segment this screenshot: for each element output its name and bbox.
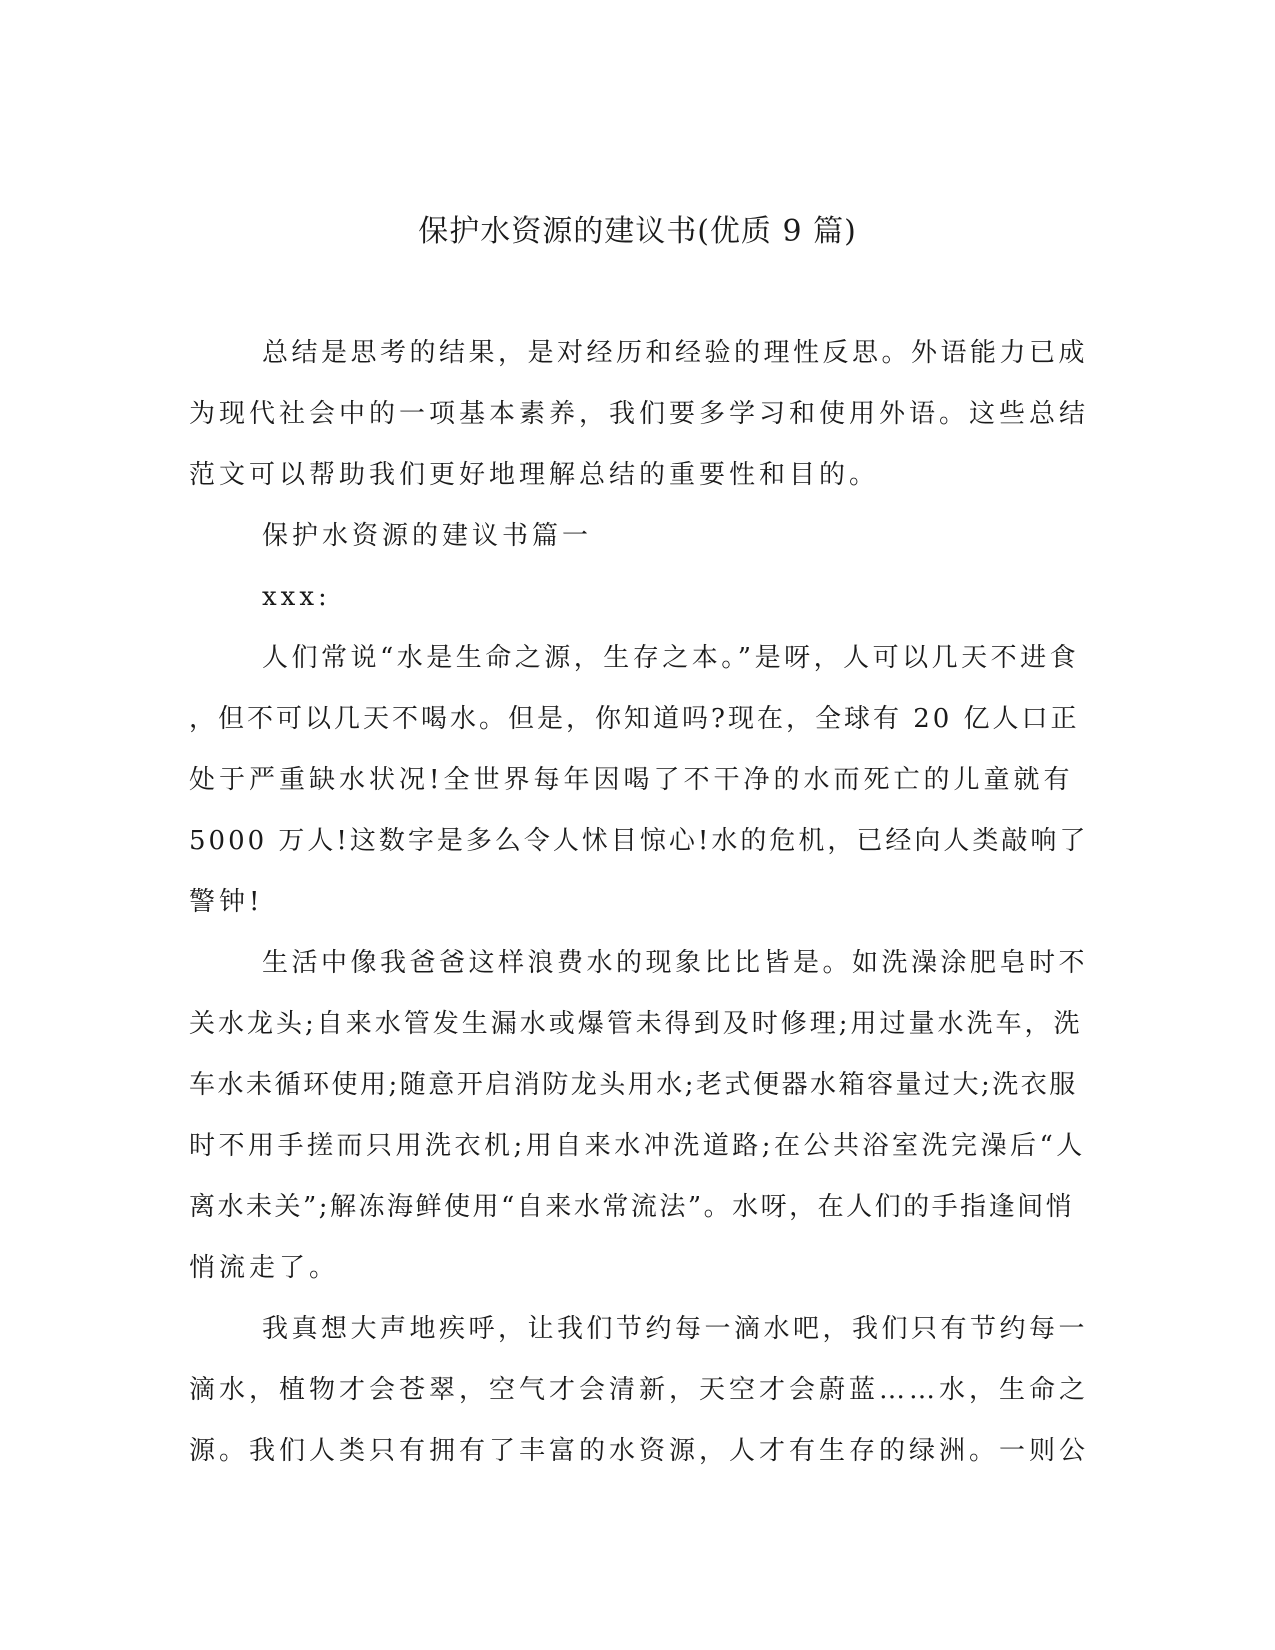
text-line: 关水龙头;自来水管发生漏水或爆管未得到及时修理;用过量水洗车，洗 [189, 1009, 1083, 1039]
text-line: 5000 万人!这数字是多么令人怵目惊心!水的危机，已经向人类敲响了 [189, 826, 1089, 856]
text-line: 滴水，植物才会苍翠，空气才会清新，天空才会蔚蓝……水，生命之 [189, 1375, 1090, 1405]
text-line: 车水未循环使用;随意开启消防龙头用水;老式便器水箱容量过大;洗衣服 [189, 1070, 1078, 1100]
text-line: 为现代社会中的一项基本素养，我们要多学习和使用外语。这些总结 [189, 399, 1090, 429]
document-body [189, 323, 1089, 1482]
text-line: 时不用手搓而只用洗衣机;用自来水冲洗道路;在公共浴室洗完澡后“人 [189, 1131, 1086, 1161]
text-line: 范文可以帮助我们更好地理解总结的重要性和目的。 [189, 460, 880, 490]
text-line: 源。我们人类只有拥有了丰富的水资源，人才有生存的绿洲。一则公 [189, 1436, 1090, 1466]
text-line: 警钟! [189, 887, 264, 917]
text-line: 保护水资源的建议书篇一 [262, 521, 593, 551]
text-line: 生活中像我爸爸这样浪费水的现象比比皆是。如洗澡涂肥皂时不 [262, 948, 1089, 978]
text-line: 悄流走了。 [189, 1253, 340, 1283]
text-line: 人们常说“水是生命之源，生存之本。”是呀，人可以几天不进食 [262, 643, 1080, 673]
text-line: 处于严重缺水状况!全世界每年因喝了不干净的水而死亡的儿童就有 [189, 765, 1074, 795]
text-line: xxx: [262, 582, 331, 612]
document-title: 保护水资源的建议书(优质 9 篇) [418, 214, 857, 249]
text-line: 我真想大声地疾呼，让我们节约每一滴水吧，我们只有节约每一 [262, 1314, 1089, 1344]
text-line: 离水未关”;解冻海鲜使用“自来水常流法”。水呀，在人们的手指逢间悄 [189, 1192, 1075, 1222]
text-line: 总结是思考的结果，是对经历和经验的理性反思。外语能力已成 [262, 338, 1089, 368]
text-line: ，但不可以几天不喝水。但是，你知道吗?现在，全球有 20 亿人口正 [189, 704, 1080, 734]
